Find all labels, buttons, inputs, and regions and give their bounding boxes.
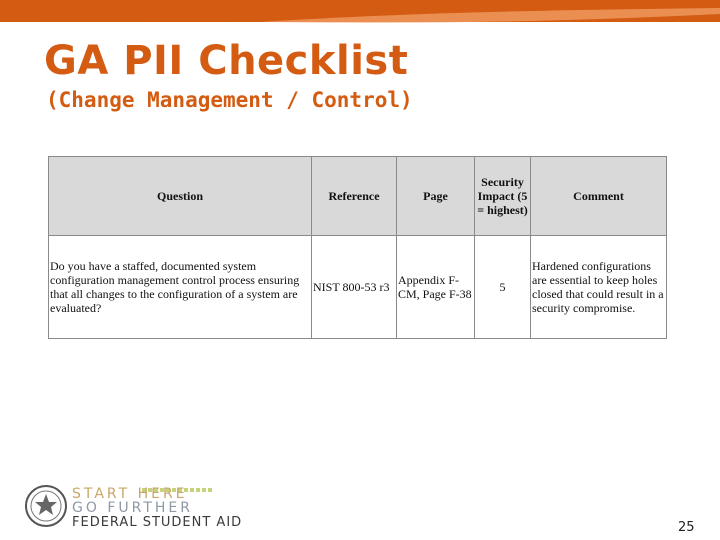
slide-subtitle: (Change Management / Control): [46, 88, 413, 112]
banner-swoosh-icon: [0, 0, 720, 30]
column-header-reference: Reference: [312, 157, 397, 236]
checklist-table: [48, 156, 667, 339]
slogan-start-here: START HERE: [72, 486, 188, 502]
table-header-row: [49, 157, 667, 236]
comment-cell: Hardened configurations are essential to keep holes closed that could result in a security compromise.: [531, 236, 667, 339]
reference-cell: NIST 800-53 r3: [312, 236, 397, 339]
column-header-comment: Comment: [531, 157, 667, 236]
slide-title: GA PII Checklist: [44, 38, 409, 84]
security-impact-cell: 5: [475, 236, 531, 339]
column-header-question: Question: [49, 157, 312, 236]
table-row: [49, 236, 667, 339]
slogan-go-further: GO FURTHER: [72, 500, 193, 516]
question-cell: Do you have a staffed, documented system configuration management control process ensuring that all changes to the configuration of a system are evaluated?: [49, 236, 312, 339]
column-header-page: Page: [397, 157, 475, 236]
department-of-education-seal-icon: [24, 484, 68, 528]
page-cell: Appendix F-CM, Page F-38: [397, 236, 475, 339]
column-header-security-impact: Security Impact (5 = highest): [475, 157, 531, 236]
page-number: 25: [678, 520, 695, 535]
header-banner: [0, 0, 720, 22]
org-name: FEDERAL STUDENT AID: [72, 515, 243, 530]
